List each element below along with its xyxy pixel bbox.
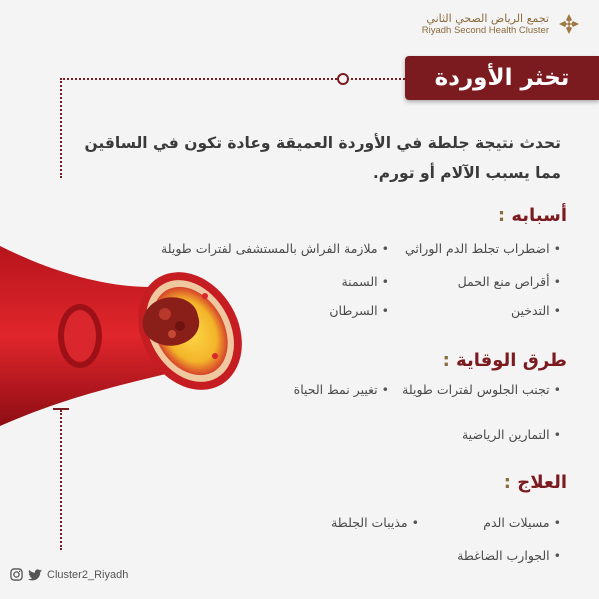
bullet-icon: • [381, 241, 389, 256]
causes-heading [498, 205, 567, 226]
title-banner [405, 56, 599, 100]
cause-item-label: اضطراب تجلط الدم الوراثي [404, 241, 550, 256]
treatment-heading-text: العلاج [517, 472, 567, 493]
prevention-item [402, 382, 561, 397]
bullet-icon: • [553, 303, 561, 318]
bullet-icon: • [553, 515, 561, 530]
cause-item [405, 241, 561, 256]
cause-item-label: السرطان [329, 303, 378, 318]
prevention-item-label: تغيير نمط الحياة [293, 382, 378, 397]
treatment-item-label: الجوارب الضاغطة [457, 548, 550, 563]
bullet-icon: • [411, 515, 419, 530]
logo-arabic: تجمع الرياض الصحي الثاني [426, 12, 549, 25]
bullet-icon: • [381, 382, 389, 397]
prevention-item-label: تجنب الجلوس لفترات طويلة [402, 382, 550, 397]
bullet-icon: • [381, 274, 389, 289]
footer-handle[interactable]: Cluster2_Riyadh [47, 568, 129, 581]
connector-dot [337, 73, 349, 85]
instagram-icon[interactable] [10, 568, 23, 581]
causes-heading-text: أسبابه [511, 205, 567, 226]
treatment-heading [504, 472, 567, 493]
prevention-heading-colon: : [442, 350, 450, 371]
logo-text [422, 12, 549, 37]
cause-item [329, 303, 389, 318]
treatment-heading-colon: : [503, 472, 511, 493]
bullet-icon: • [553, 274, 561, 289]
dotted-connector-bottom [60, 410, 62, 550]
footer-social [10, 568, 128, 581]
header-logo [422, 12, 581, 37]
bullet-icon: • [553, 427, 561, 442]
cause-item [511, 303, 561, 318]
treatment-item [331, 515, 419, 530]
dotted-connector-top [60, 78, 405, 80]
prevention-item [462, 427, 561, 442]
treatment-item [457, 548, 561, 563]
cause-item [458, 274, 561, 289]
treatment-item-label: مذيبات الجلطة [331, 515, 408, 530]
cause-item-label: التدخين [510, 303, 550, 318]
bullet-icon: • [553, 548, 561, 563]
bullet-icon: • [381, 303, 389, 318]
bullet-icon: • [553, 382, 561, 397]
cause-item [341, 274, 389, 289]
causes-heading-colon: : [497, 205, 506, 226]
treatment-item-label: مسيلات الدم [483, 515, 550, 530]
bullet-icon: • [553, 241, 561, 256]
prevention-heading-text: طرق الوقاية [456, 350, 567, 371]
intro-text: تحدث نتيجة جلطة في الأوردة العميقة وعادة تكون في الساقين مما يسبب الآلام أو تورم. [84, 134, 561, 182]
cause-item-label: ملازمة الفراش بالمستشفى لفترات طويلة [161, 241, 378, 256]
prevention-item-label: التمارين الرياضية [461, 427, 550, 442]
cluster-logo-icon [557, 12, 581, 36]
page-title: تخثر الأوردة [434, 65, 570, 91]
treatment-item [483, 515, 561, 530]
vein-clot-illustration [0, 236, 250, 426]
cause-item [161, 241, 389, 256]
twitter-icon[interactable] [28, 569, 42, 581]
prevention-heading [443, 350, 567, 371]
logo-english: Riyadh Second Health Cluster [421, 25, 549, 37]
prevention-item [294, 382, 389, 397]
cause-item-label: السمنة [341, 274, 378, 289]
cause-item-label: أقراص منع الحمل [457, 274, 550, 289]
